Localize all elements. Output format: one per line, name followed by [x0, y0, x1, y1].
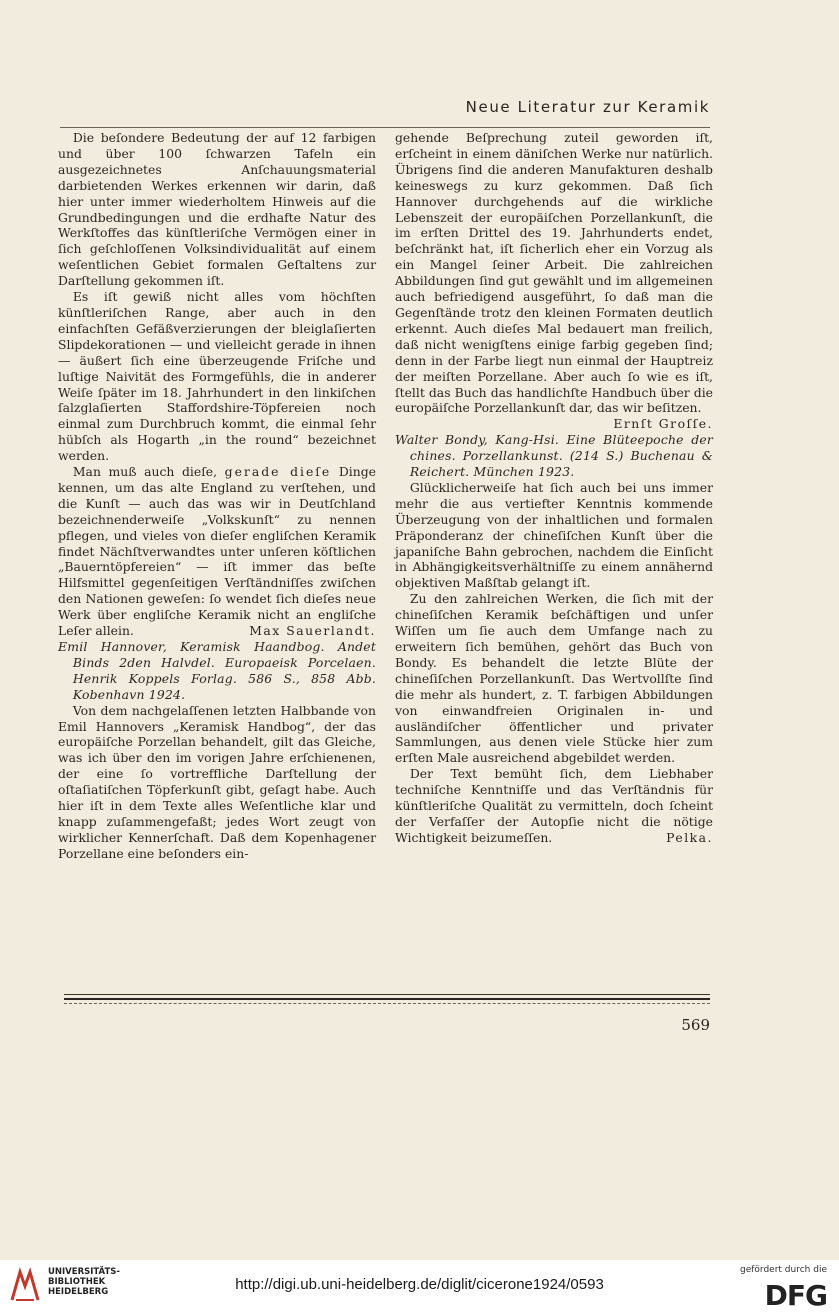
library-name-line1: UNIVERSITÄTS-: [48, 1267, 120, 1277]
bibliography-bondy: Walter Bondy, Kang-Hsi. Eine Blüteepoche der chines. Porzellankunst. (214 S.) Buchenau & Reichert. München 1923.: [395, 432, 713, 480]
signature-grosse: Ernſt Groſſe.: [613, 416, 713, 432]
header-rule: [60, 127, 710, 128]
paragraph-7: Zu den zahlreichen Werken, die ſich mit der chineſiſchen Keramik beſchäftigen und unſer Wiſſen um ſie auch dem Umfange nach zu erweitern ſich bemühen, gehört das Buch von Bondy. Es behandelt die letzte Blüte der chineſiſchen Porzellankunſt. Das Wertvollſte ſind die mehr als hundert, z. T. farbigen Abbildungen von einwandfreien Originalen in- und ausländiſcher öffentlicher und privater Sammlungen, aus denen viele Stücke hier zum erſten Male ausreichend abgebildet werden.: [395, 591, 713, 766]
signature-pelka: Pelka.: [666, 829, 713, 845]
dfg-logo: DFG: [764, 1279, 827, 1312]
paragraph-3-rest: Dinge kennen, um das alte England zu verſtehen, und die Kunſt — auch das was wir in Deutſchland bezeichnenderweiſe „Volkskunſt“ zu nennen pflegen, und vieles von dieſer engliſchen Keramik findet Nächſtverwandtes unter unſeren köſtlichen „Bauerntöpfereien“ — iſt immer das beſte Hilfsmittel gegenſeitigen Verſtändniſſes zwiſchen den Nationen geweſen: ſo wendet ſich dieſes neue Werk über engliſche Keramik nicht an engliſche Leſer allein.: [58, 464, 376, 639]
library-name-line2: BIBLIOTHEK: [48, 1277, 106, 1287]
running-title: Neue Literatur zur Keramik: [465, 98, 710, 116]
paragraph-6: Glücklicherweiſe hat ſich auch bei uns immer mehr die aus vertiefter Kenntnis kommende Überzeugung von der inhaltlichen und formalen Präponderanz der chineſiſchen Kunſt über die japaniſche Bahn gebrochen, nachdem die Einſicht in Abhängigkeitsverhältniſſe zu einem annähernd objektiven Maßſtab gelangt iſt.: [395, 479, 713, 591]
paragraph-2: Es iſt gewiß nicht alles vom höchſten künſtleriſchen Range, aber auch in den einfachſten Gefäßverzierungen der bleiglaſierten Slipdekorationen — und vielleicht gerade in ihnen — äußert ſich eine überzeugende Friſche und luſtige Naivität des Formgefühls, die in anderer Weiſe ſpäter im 18. Jahrhundert in den linkiſchen ſalzglaſierten Staffordshire-Töpfereien noch einmal zum Durchbruch kommt, die einmal ſehr hübſch als Hogarth „in the round“ bezeichnet werden.: [58, 289, 376, 464]
paragraph-1: Die beſondere Bedeutung der auf 12 farbigen und über 100 ſchwarzen Tafeln ein ausgezeichnetes Anſchauungsmaterial darbietenden Werkes erkennen wir darin, daß hier unter immer wiederholtem Hinweis auf die Grundbedingungen und die erdhafte Natur des Werkſtoffes das künſtleriſche Vermögen einer in ſich geſchloſſenen Volksindividualität auf einem weſentlichen Gebiet formalen Geſtaltens zur Darſtellung gekommen iſt.: [58, 130, 376, 289]
paragraph-3: [58, 464, 376, 639]
funding-note: gefördert durch die: [740, 1265, 827, 1275]
paragraph-4: Von dem nachgelaſſenen letzten Halbbande von Emil Hannovers „Keramisk Handbog“, der das europäiſche Porzellan behandelt, gilt das Gleiche, was ich über den im vorigen Jahre erſchienenen, der eine ſo vortreffliche Darſtellung der oſtaſiatiſchen Töpferkunſt gibt, geſagt habe. Auch hier iſt in dem Texte alles Weſentliche klar und knapp zuſammengefaßt; jedes Wort zeugt von wirklicher Kennerſchaft. Daß dem Kopenhagener Porzellane eine beſonders ein-: [58, 702, 376, 861]
bibliography-hannover: Emil Hannover, Keramisk Haandbog. Andet Binds 2den Halvdel. Europaeisk Porcelaen. Henrik Koppels Forlag. 586 S., 858 Abb. Kobenhavn 1924.: [58, 639, 376, 702]
paragraph-3-emphasis: gerade dieſe: [224, 464, 332, 480]
library-name-line3: HEIDELBERG: [48, 1287, 109, 1297]
paragraph-5: gehende Beſprechung zuteil geworden iſt, erſcheint in einem däniſchen Werke nur natürlich. Übrigens ſind die anderen Manufakturen deshalb keineswegs zu kurz gekommen. Daß ſich Hannover durchgehends auf die wirkliche Lebenszeit der europäiſchen Porzellankunſt, die im erſten Drittel des 19. Jahrhunderts endet, beſchränkt hat, iſt ſicherlich eher ein Vorzug als ein Mangel ſeiner Arbeit. Die zahlreichen Abbildungen ſind gut gewählt und im allgemeinen auch befriedigend ausgeführt, ſo daß man die Gegenſtände trotz den kleinen Formaten deutlich erkennt. Auch dieſes Mal bedauert man freilich, daß nicht wenigſtens einige farbig gegeben ſind; denn in der Farbe liegt nun einmal der Hauptreiz der meiſten Porzellane. Aber auch ſo wie es iſt, ſtellt das Buch das handlichſte Handbuch über die europäiſche Porzellankunſt dar, das wir beſitzen.: [395, 130, 713, 416]
footer-rule-dashed: [64, 1003, 710, 1004]
footer-rule-thin: [64, 994, 710, 995]
paragraph-3-start: Man muß auch dieſe,: [72, 464, 218, 480]
page-number: 569: [681, 1016, 710, 1034]
paragraph-8: [395, 766, 713, 846]
paragraph-8-text: Der Text bemüht ſich, dem Liebhaber techniſche Kenntniſſe und das Verſtändnis für künſtleriſche Qualität zu vermitteln, doch ſcheint der Verfaſſer der Autopſie nicht die nötige Wichtigkeit beizumeſſen.: [395, 766, 713, 845]
source-url-link[interactable]: http://digi.ub.uni-heidelberg.de/diglit/cicerone1924/0593: [235, 1276, 604, 1293]
signature-sauerlandt: Max Sauerlandt.: [249, 623, 376, 639]
left-column: [58, 130, 376, 862]
right-column: [395, 130, 713, 846]
digitization-footer: [0, 1260, 839, 1312]
footer-rule-thick: [64, 998, 710, 1000]
